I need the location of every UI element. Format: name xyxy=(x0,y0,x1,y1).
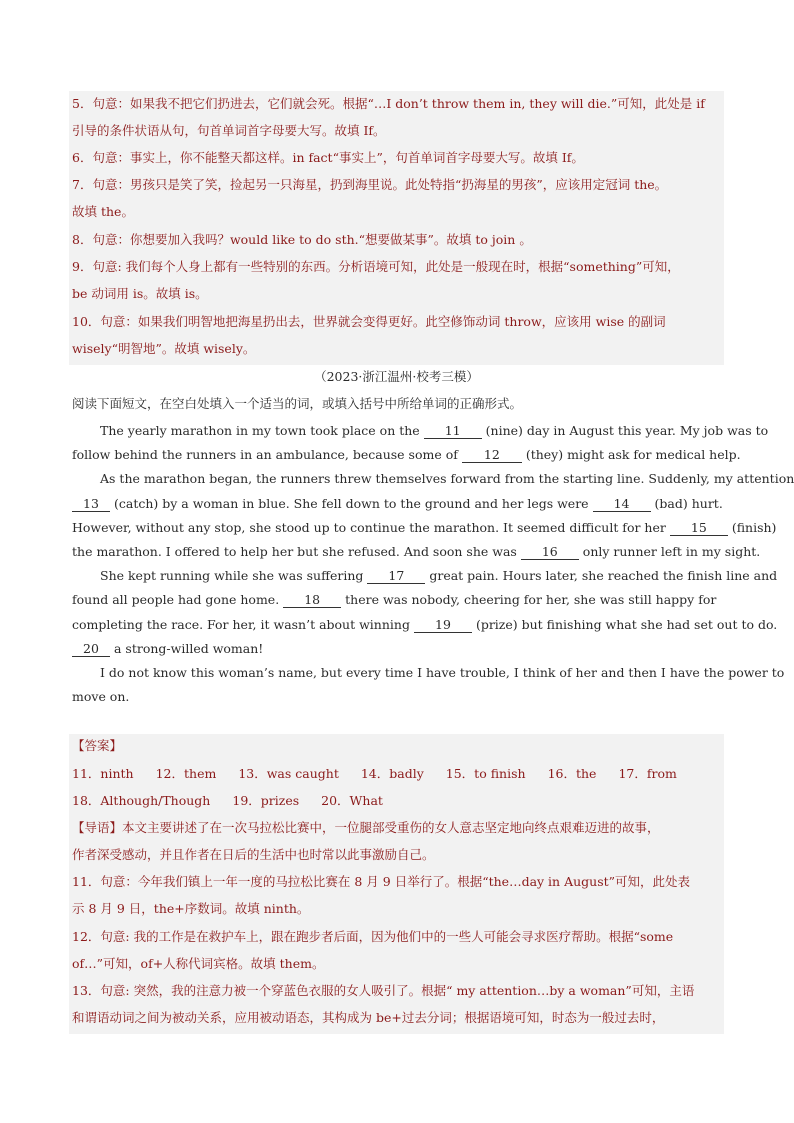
passage-line: follow behind the runners in an ambulance, because some of 12 (they) might ask for medical help. xyxy=(72,447,741,462)
blank-17[interactable]: 17 xyxy=(367,569,425,584)
blank-16[interactable]: 16 xyxy=(521,545,579,560)
answer-item: 17．from xyxy=(618,766,677,781)
passage-line: move on. xyxy=(72,689,130,704)
explanation-line: 9．句意: 我们每个人身上都有一些特别的东西。分析语境可知，此处是一般现在时，根据“something”可知， xyxy=(72,259,680,274)
answer-item: 18．Although/Though xyxy=(72,793,211,808)
explanation-line: 故填 the。 xyxy=(72,204,134,219)
passage-line: found all people had gone home. 18 there was nobody, cheering for her, she was still happy for xyxy=(72,592,717,607)
explanation-line: 5．句意：如果我不把它们扔进去，它们就会死。根据“…I don’t throw them in, they will die.”可知，此处是 if xyxy=(72,96,705,111)
explanation-line: 和谓语动词之间为被动关系，应用被动语态，其构成为 be+过去分词；根据语境可知，时态为一般过去时， xyxy=(72,1010,665,1025)
answers-row xyxy=(72,766,724,782)
blank-14[interactable]: 14 xyxy=(593,497,651,512)
answer-item: 12．them xyxy=(155,766,217,781)
answer-item: 14．badly xyxy=(360,766,424,781)
explanation-line: 7．句意：男孩只是笑了笑，捡起另一只海星，扔到海里说。此处特指“扔海星的男孩”，应该用定冠词 the。 xyxy=(72,177,668,192)
passage-line: The yearly marathon in my town took place on the 11 (nine) day in August this year. My job was to xyxy=(100,423,769,438)
answer-item: 20．What xyxy=(321,793,383,808)
explanation-line: wisely“明智地”。故填 wisely。 xyxy=(72,341,256,356)
guide-line: 作者深受感动，并且作者在日后的生活中也时常以此事激励自己。 xyxy=(72,847,435,862)
explanation-line: 示 8 月 9 日，the+序数词。故填 ninth。 xyxy=(72,901,310,916)
instruction-text: 阅读下面短文，在空白处填入一个适当的词，或填入括号中所给单词的正确形式。 xyxy=(72,396,523,411)
explanation-line: 引导的条件状语从句，句首单词首字母要大写。故填 If。 xyxy=(72,123,386,138)
blank-15[interactable]: 15 xyxy=(670,521,728,536)
passage-line: completing the race. For her, it wasn’t about winning 19 (prize) but finishing what she had set out to do. xyxy=(72,617,778,632)
passage-line: 13 (catch) by a woman in blue. She fell down to the ground and her legs were 14 (bad) hurt. xyxy=(72,496,724,512)
answer-item: 16．the xyxy=(547,766,597,781)
blank-19[interactable]: 19 xyxy=(414,618,472,633)
answers-row xyxy=(72,793,724,809)
explanation-line: of…”可知，of+人称代词宾格。故填 them。 xyxy=(72,956,325,971)
answer-item: 19．prizes xyxy=(232,793,300,808)
explanation-line: 6．句意：事实上，你不能整天都这样。in fact“事实上”，句首单词首字母要大写。故填 If。 xyxy=(72,150,584,165)
explanation-line: 8．句意：你想要加入我吗？would like to do sth.“想要做某事”。故填 to join 。 xyxy=(72,232,532,247)
blank-12[interactable]: 12 xyxy=(462,448,522,463)
explanation-line: 12．句意: 我的工作是在救护车上，跟在跑步者后面，因为他们中的一些人可能会寻求医疗帮助。根据“some xyxy=(72,929,674,944)
passage-line: As the marathon began, the runners threw themselves forward from the starting line. Suddenly, my attention xyxy=(100,471,794,486)
passage-line: I do not know this woman’s name, but every time I have trouble, I think of her and then I have the power to xyxy=(100,665,785,680)
answer-item: 15．to finish xyxy=(445,766,526,781)
answer-item: 11．ninth xyxy=(72,766,134,781)
explanation-line: 10．句意：如果我们明智地把海星扔出去，世界就会变得更好。此空修饰动词 throw，应该用 wise 的副词 xyxy=(72,314,666,329)
blank-18[interactable]: 18 xyxy=(283,593,341,608)
passage-line: She kept running while she was suffering 17 great pain. Hours later, she reached the finish line and xyxy=(100,568,778,583)
passage-line: 20 a strong-willed woman! xyxy=(72,641,724,657)
guide-line: 【导语】本文主要讲述了在一次马拉松比赛中，一位腿部受重伤的女人意志坚定地向终点艰难迈进的故事， xyxy=(72,820,660,835)
blank-20[interactable]: 20 xyxy=(72,642,110,657)
explanation-line: be 动词用 is。故填 is。 xyxy=(72,286,208,301)
explanation-line: 11．句意：今年我们镇上一年一度的马拉松比赛在 8 月 9 日举行了。根据“the…day in August”可知，此处表 xyxy=(72,874,691,889)
answer-item: 13．was caught xyxy=(238,766,339,781)
source-label: （2023·浙江温州·校考三模） xyxy=(314,369,479,384)
answer-heading: 【答案】 xyxy=(72,738,123,753)
passage-line: the marathon. I offered to help her but she refused. And soon she was 16 only runner left in my sight. xyxy=(72,544,761,559)
blank-13[interactable]: 13 xyxy=(72,497,110,512)
passage-line: However, without any stop, she stood up to continue the marathon. It seemed difficult for her 15 (finish) xyxy=(72,520,777,535)
blank-11[interactable]: 11 xyxy=(424,424,482,439)
guide-label: 【导语】 xyxy=(72,820,123,835)
explanation-line: 13．句意: 突然，我的注意力被一个穿蓝色衣服的女人吸引了。根据“ my attention…by a woman”可知，主语 xyxy=(72,983,695,998)
